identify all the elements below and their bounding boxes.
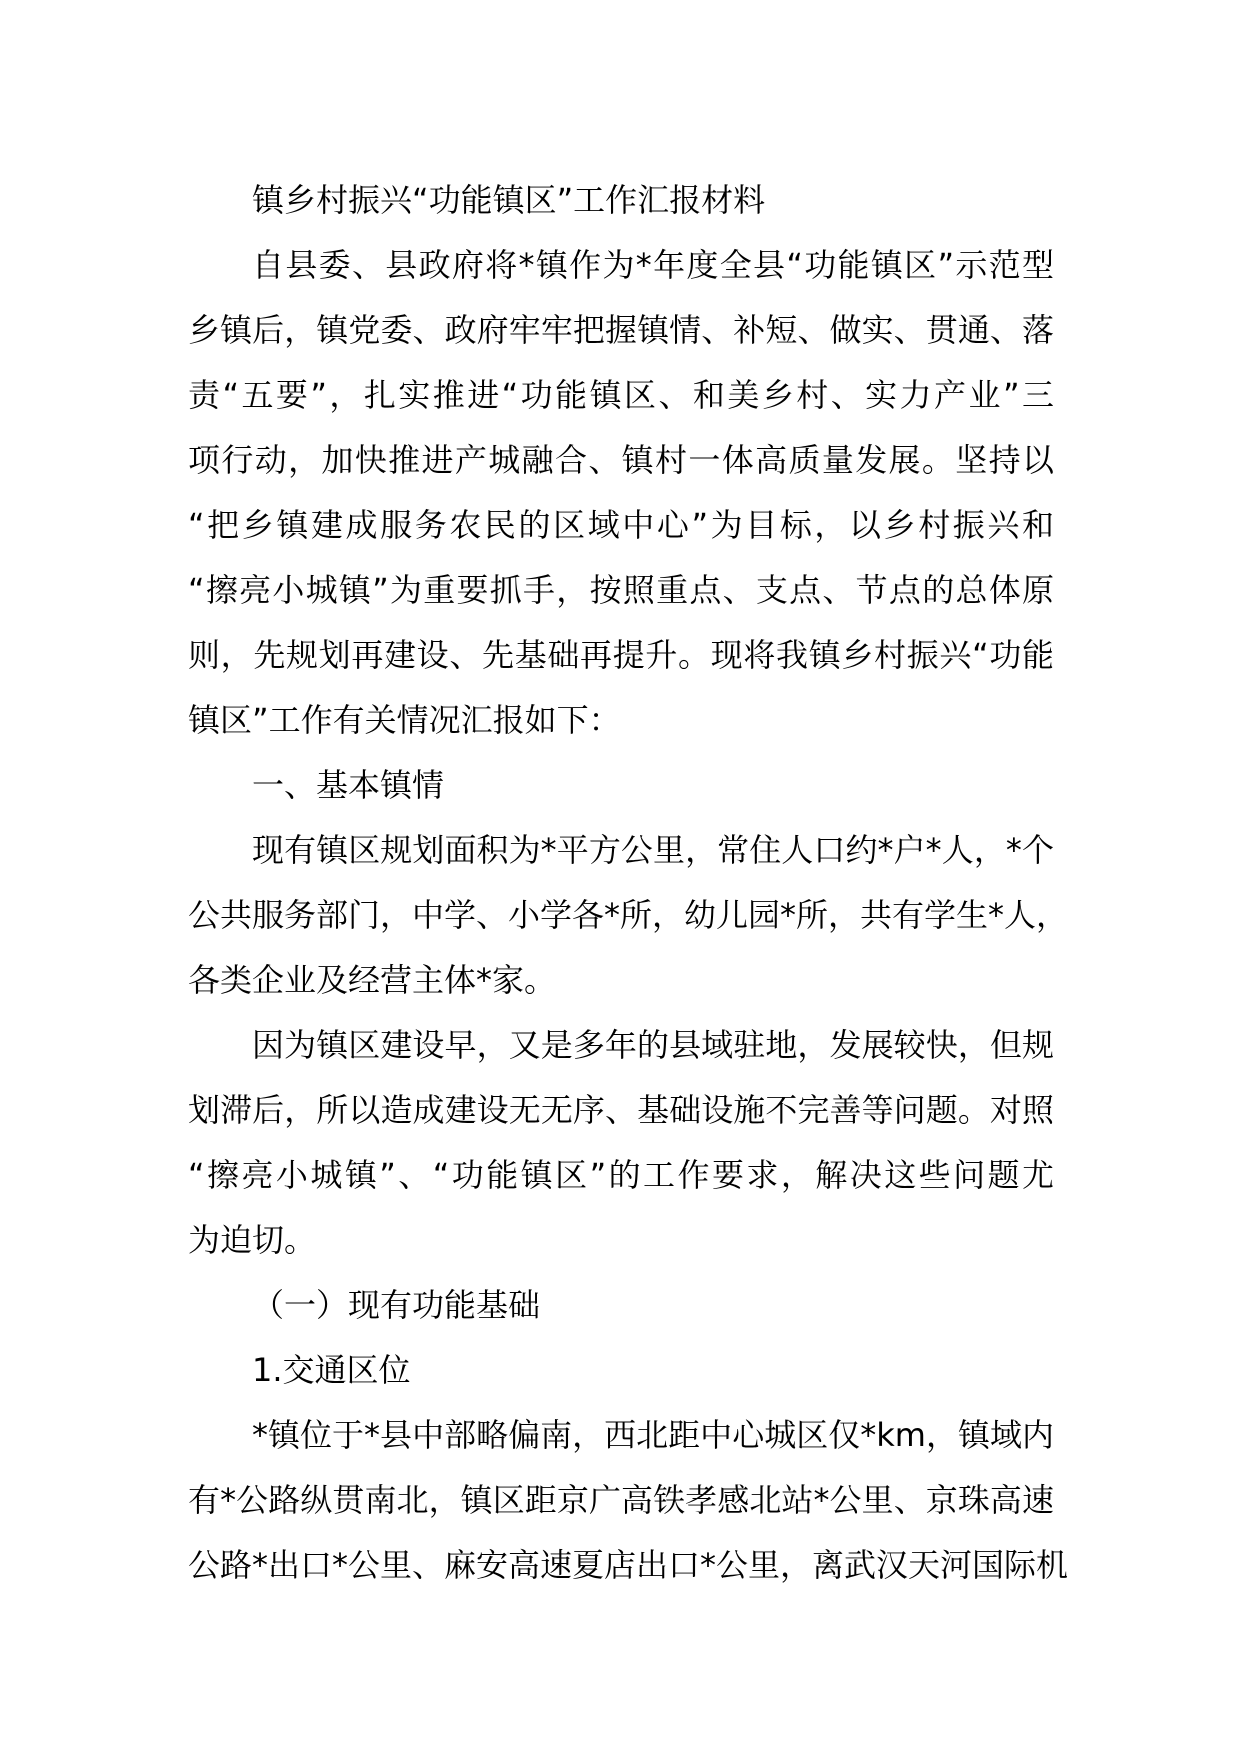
paragraph-line: 划滞后，所以造成建设无无序、基础设施不完善等问题。对照 [188, 1091, 1054, 1129]
paragraph-line: 为迫切。 [188, 1221, 317, 1259]
paragraph-line: *镇位于*县中部略偏南，西北距中心城区仅*km，镇域内 [252, 1416, 1054, 1454]
document-title: 镇乡村振兴“功能镇区”工作汇报材料 [252, 181, 766, 219]
document-body [188, 168, 1069, 1598]
paragraph-line: 自县委、县政府将*镇作为*年度全县“功能镇区”示范型 [252, 246, 1054, 284]
paragraph-line: 有*公路纵贯南北，镇区距京广高铁孝感北站*公里、京珠高速 [188, 1481, 1054, 1519]
paragraph-line: 公路*出口*公里、麻安高速夏店出口*公里，离武汉天河国际机 [188, 1546, 1069, 1584]
paragraph-line: 项行动，加快推进产城融合、镇村一体高质量发展。坚持以 [188, 441, 1054, 479]
paragraph-line: 因为镇区建设早，又是多年的县域驻地，发展较快，但规 [252, 1026, 1054, 1064]
paragraph-line: 各类企业及经营主体*家。 [188, 961, 557, 999]
paragraph-line: “擦亮小城镇”为重要抓手，按照重点、支点、节点的总体原 [188, 571, 1054, 609]
paragraph-line: 1.交通区位 [252, 1351, 411, 1389]
paragraph-line: “把乡镇建成服务农民的区域中心”为目标，以乡村振兴和 [188, 506, 1054, 544]
paragraph-line: 一、基本镇情 [252, 766, 445, 804]
paragraph-line: “擦亮小城镇”、“功能镇区”的工作要求，解决这些问题尤 [188, 1156, 1054, 1194]
paragraph-line: 镇区”工作有关情况汇报如下： [188, 701, 621, 739]
paragraph-line: （一）现有功能基础 [252, 1286, 541, 1324]
paragraph-line: 现有镇区规划面积为*平方公里，常住人口约*户*人，*个 [252, 831, 1054, 869]
paragraph-line: 则，先规划再建设、先基础再提升。现将我镇乡村振兴“功能 [188, 636, 1054, 674]
paragraph-line: 乡镇后，镇党委、政府牢牢把握镇情、补短、做实、贯通、落 [188, 311, 1054, 349]
paragraph-line: 责“五要”，扎实推进“功能镇区、和美乡村、实力产业”三 [188, 376, 1054, 414]
paragraph-line: 公共服务部门，中学、小学各*所，幼儿园*所，共有学生*人， [188, 896, 1069, 934]
